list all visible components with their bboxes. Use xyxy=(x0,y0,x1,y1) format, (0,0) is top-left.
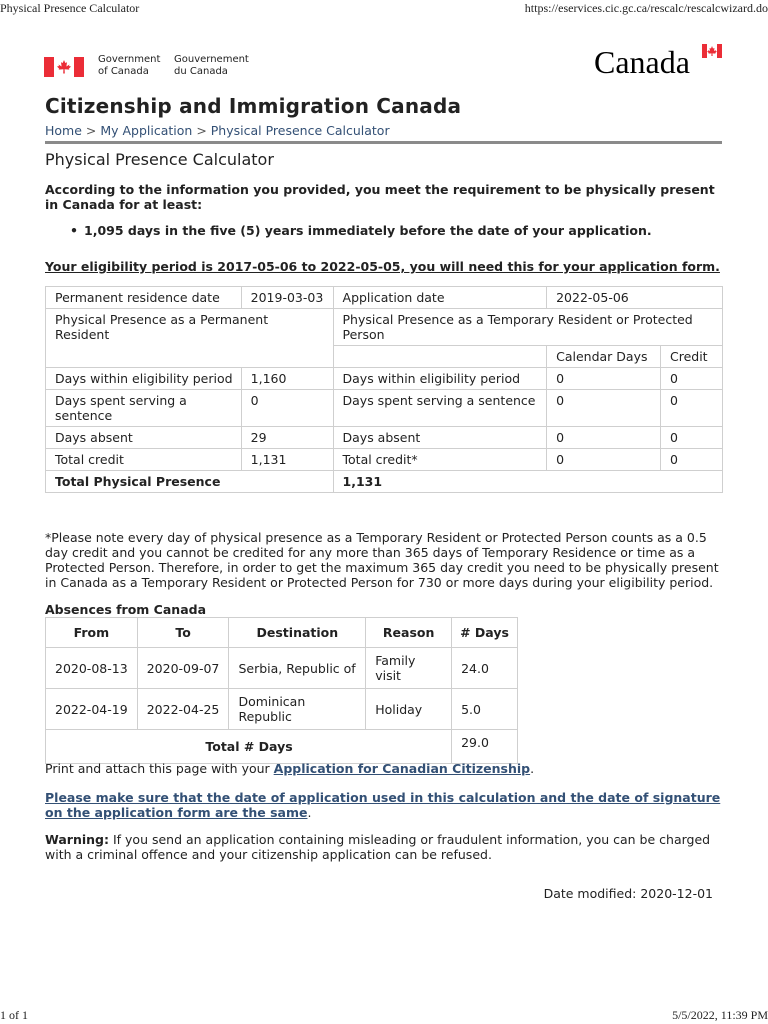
eligibility-period: Your eligibility period is 2017-05-06 to 2022-05-05, you will need this for your application form. xyxy=(45,259,720,274)
print-instruction-text: Print and attach this page with your xyxy=(45,761,274,776)
table-row xyxy=(46,309,723,346)
date-modified-label: Date modified: xyxy=(543,886,637,901)
canada-wordmark-flag-icon xyxy=(702,44,722,58)
absence-from: 2022-04-19 xyxy=(46,689,138,730)
requirement-item xyxy=(72,223,652,238)
table-row xyxy=(46,427,723,449)
table-row xyxy=(46,390,723,427)
citizenship-application-link[interactable]: Application for Canadian Citizenship xyxy=(273,761,531,776)
total-presence-label: Total Physical Presence xyxy=(46,471,334,493)
date-modified-value: 2020-12-01 xyxy=(640,886,713,901)
col-destination: Destination xyxy=(229,618,366,648)
absence-days: 5.0 xyxy=(452,689,518,730)
breadcrumb-current-link[interactable]: Physical Presence Calculator xyxy=(210,123,390,138)
absences-total-label: Total # Days xyxy=(46,730,452,764)
col-credit: Credit xyxy=(660,346,722,368)
tr-row-credit: 0 xyxy=(660,449,722,471)
tr-row-label: Days within eligibility period xyxy=(333,368,547,390)
site-title: Citizenship and Immigration Canada xyxy=(45,94,462,118)
physical-presence-table xyxy=(45,286,723,493)
date-modified xyxy=(544,886,713,901)
absence-reason: Family visit xyxy=(366,648,452,689)
tr-row-days: 0 xyxy=(547,449,661,471)
pr-row-label: Days absent xyxy=(46,427,242,449)
pr-row-value: 1,160 xyxy=(241,368,333,390)
print-instruction xyxy=(45,761,534,776)
canada-wordmark-text: Canada xyxy=(594,44,690,80)
print-footer xyxy=(0,1008,768,1022)
col-days: # Days xyxy=(452,618,518,648)
absences-table xyxy=(45,617,518,764)
empty-cell xyxy=(333,346,547,368)
gov-fr-line2: du Canada xyxy=(174,66,228,77)
title-rule xyxy=(45,141,722,144)
tr-row-days: 0 xyxy=(547,390,661,427)
absence-to: 2022-04-25 xyxy=(137,689,229,730)
warning-text: If you send an application containing misleading or fraudulent information, you can be charged with a criminal offence and your citizenship application can be refused. xyxy=(45,832,711,862)
pr-row-label: Days within eligibility period xyxy=(46,368,242,390)
table-row xyxy=(46,449,723,471)
pr-section-header: Physical Presence as a Permanent Resident xyxy=(46,309,334,368)
absence-destination: Serbia, Republic of xyxy=(229,648,366,689)
breadcrumb-my-application-link[interactable]: My Application xyxy=(100,123,193,138)
government-of-canada-text xyxy=(98,54,160,78)
tr-row-label: Total credit* xyxy=(333,449,547,471)
gov-en-line2: of Canada xyxy=(98,66,149,77)
table-row xyxy=(46,471,723,493)
tr-row-credit: 0 xyxy=(660,368,722,390)
pr-date-value: 2019-03-03 xyxy=(241,287,333,309)
gouvernement-du-canada-text xyxy=(174,54,249,78)
absences-total-value: 29.0 xyxy=(452,730,518,764)
tr-row-label: Days absent xyxy=(333,427,547,449)
warning-label: Warning: xyxy=(45,832,109,847)
table-row xyxy=(46,648,518,689)
table-header-row xyxy=(46,618,518,648)
col-reason: Reason xyxy=(366,618,452,648)
warning-paragraph xyxy=(45,832,725,862)
table-row xyxy=(46,730,518,764)
canada-flag-icon xyxy=(44,57,84,77)
print-header-url: https://eservices.cic.gc.ca/rescalc/rescalcwizard.do xyxy=(524,1,768,15)
absence-reason: Holiday xyxy=(366,689,452,730)
date-reminder-end: . xyxy=(307,805,312,820)
absence-days: 24.0 xyxy=(452,648,518,689)
pr-row-value: 0 xyxy=(241,390,333,427)
pr-row-value: 29 xyxy=(241,427,333,449)
tr-row-label: Days spent serving a sentence xyxy=(333,390,547,427)
intro-text: According to the information you provided, you meet the requirement to be physically present in Canada for at least: xyxy=(45,182,715,212)
gov-en-line1: Government xyxy=(98,54,161,65)
breadcrumb-home-link[interactable]: Home xyxy=(45,123,82,138)
table-row xyxy=(46,689,518,730)
gov-fr-line1: Gouvernement xyxy=(174,54,249,65)
print-footer-datetime: 5/5/2022, 11:39 PM xyxy=(672,1008,768,1022)
breadcrumb xyxy=(45,123,390,138)
table-row xyxy=(46,368,723,390)
date-reminder-link[interactable]: Please make sure that the date of application used in this calculation and the date of signature on the application form are the same xyxy=(45,790,721,820)
absence-destination: Dominican Republic xyxy=(229,689,366,730)
col-from: From xyxy=(46,618,138,648)
requirement-text: 1,095 days in the five (5) years immediately before the date of your application. xyxy=(84,223,652,238)
breadcrumb-separator: > xyxy=(192,123,211,138)
absence-to: 2020-09-07 xyxy=(137,648,229,689)
tr-row-credit: 0 xyxy=(660,427,722,449)
absences-title: Absences from Canada xyxy=(45,602,207,617)
pr-date-label: Permanent residence date xyxy=(46,287,242,309)
pr-row-label: Total credit xyxy=(46,449,242,471)
canada-wordmark xyxy=(594,44,724,80)
col-calendar-days: Calendar Days xyxy=(547,346,661,368)
total-presence-value: 1,131 xyxy=(333,471,722,493)
app-date-label: Application date xyxy=(333,287,547,309)
app-date-value: 2022-05-06 xyxy=(547,287,723,309)
tr-row-days: 0 xyxy=(547,427,661,449)
date-reminder xyxy=(45,790,725,820)
pr-row-value: 1,131 xyxy=(241,449,333,471)
breadcrumb-separator: > xyxy=(81,123,101,138)
tr-row-credit: 0 xyxy=(660,390,722,427)
absence-from: 2020-08-13 xyxy=(46,648,138,689)
print-header-title: Physical Presence Calculator xyxy=(0,1,140,15)
temporary-resident-note: *Please note every day of physical presence as a Temporary Resident or Protected Person counts as a 0.5 day credit and you cannot be credited for any more than 365 days of Temporary Residence or time as a Protected Person. Therefore, in order to get the maximum 365 day credit you need to be physically present in Canada as a Temporary Resident or Protected Person for 730 or more days during your eligibility period. xyxy=(45,530,719,590)
table-row xyxy=(46,287,723,309)
col-to: To xyxy=(137,618,229,648)
pr-row-label: Days spent serving a sentence xyxy=(46,390,242,427)
tr-row-days: 0 xyxy=(547,368,661,390)
print-header xyxy=(0,1,768,15)
bullet-icon: • xyxy=(70,223,78,238)
page-title: Physical Presence Calculator xyxy=(45,150,274,169)
government-signature[interactable] xyxy=(44,54,294,80)
print-footer-page: 1 of 1 xyxy=(0,1008,28,1022)
print-instruction-end: . xyxy=(530,761,535,776)
tr-section-header: Physical Presence as a Temporary Resident or Protected Person xyxy=(333,309,722,346)
